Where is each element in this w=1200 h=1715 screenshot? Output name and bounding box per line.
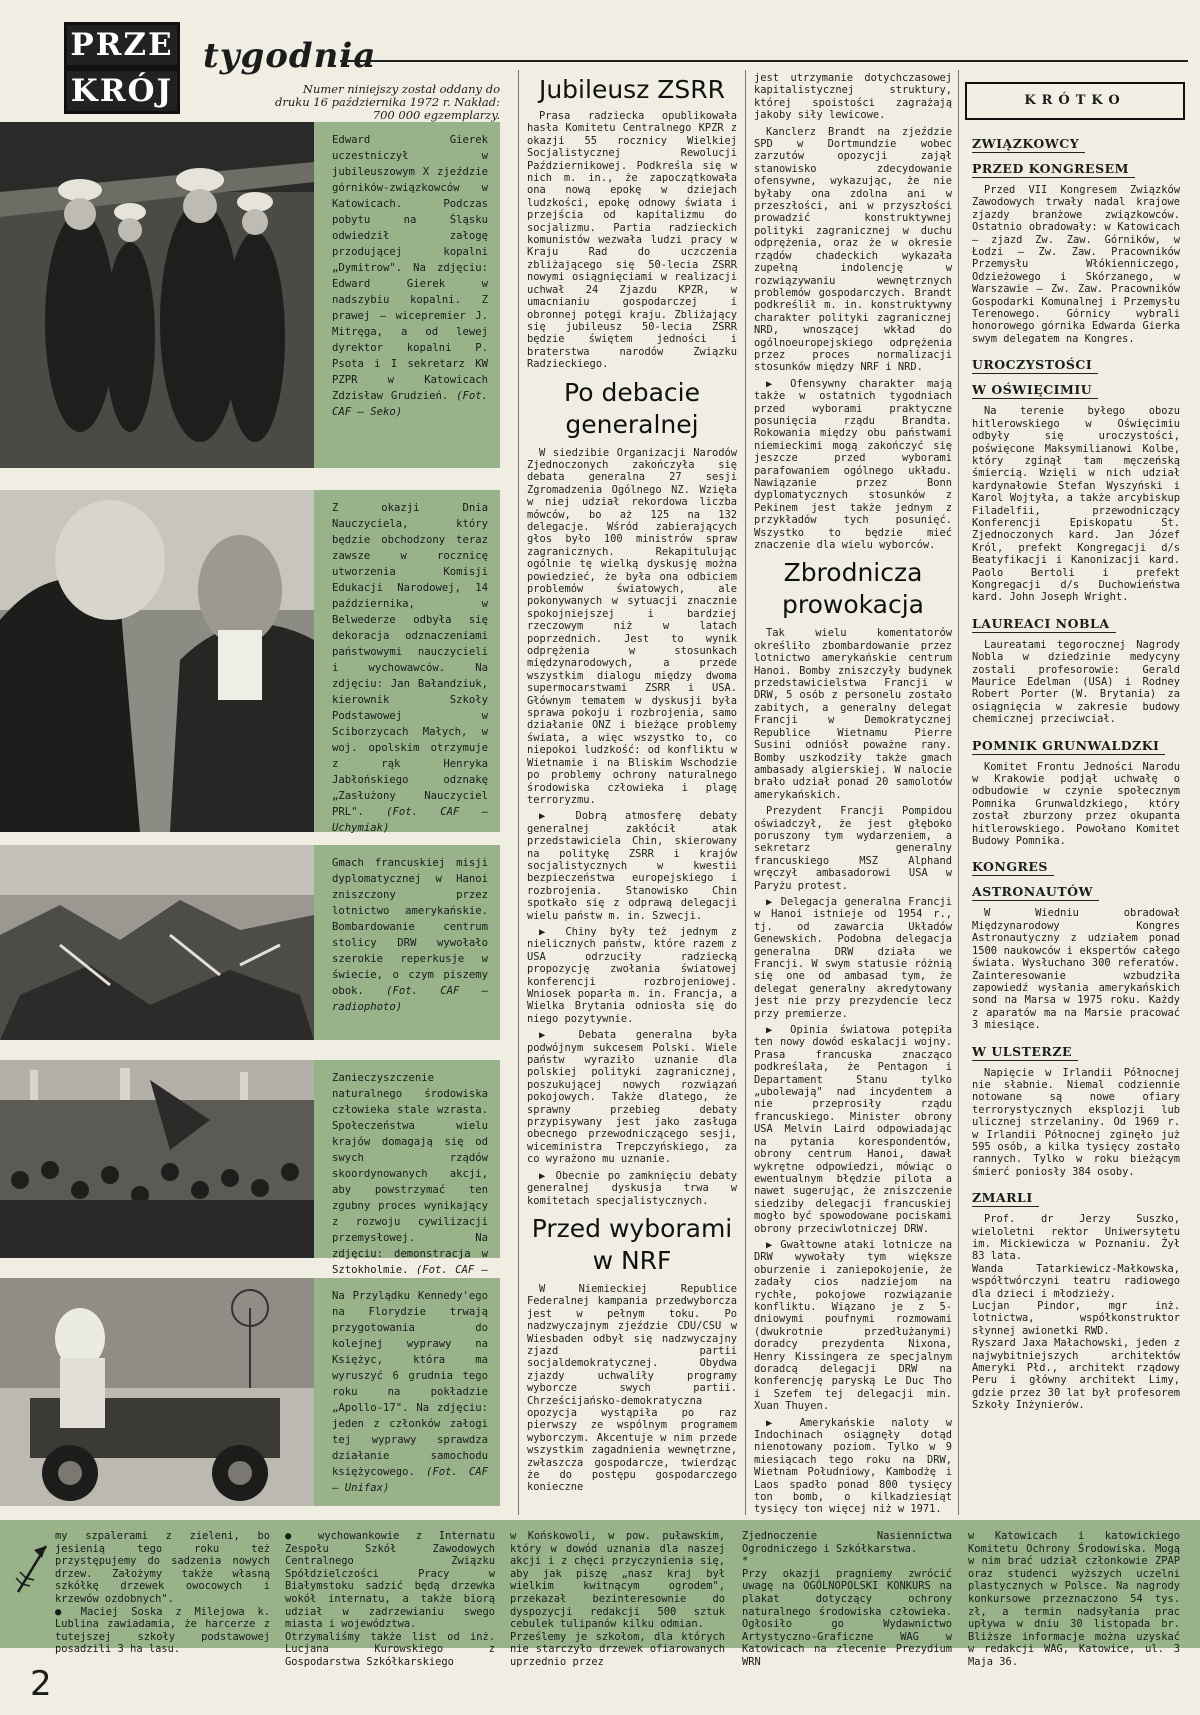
headline-line: generalnej — [565, 409, 699, 439]
caption-text: Gmach francuskiej misji dyplomatycznej w Hanoi zniszczony przez lotnictwo amerykańskie. Bombardowanie centrum stolicy DRW wywołało szerokie reperkusje w świecie, o czym piszemy obok. — [332, 857, 488, 997]
photo-teacher-award — [0, 490, 314, 832]
paragraph: Kanclerz Brandt na zjeździe SPD w Dortmundzie wobec zarzutów opozycji zajął stanowisko zdecydowanie ofensywne, wykazując, że nie byłaby ona zdolna ani w przeszłości, ani w przyszłości prowadzić konstruktywnej polityki zagranicznej w duchu odprężenia, oraz że w okresie rządów chadeckich wykazała zupełną indolencję w rozwiązywaniu wewnętrznych problemów gospodarczych. Brandt podkreślił m. in. konstruktywny charakter polityki zagranicznej NRD, wnoszącej wkład do ogólnoeuropejskiego odprężenia przez proces normalizacji stosunków między NRF i NRD. — [754, 125, 952, 374]
krotko-heading: UROCZYSTOŚCI — [972, 357, 1098, 374]
article-wybory-cont — [754, 72, 952, 551]
paragraph: ▶ Ofensywny charakter mają także w ostatnich tygodniach przed wyborami praktyczne posunięcia rządu Brandta. Rokowania między obu państwami niemieckimi mogą zakończyć się jeszcze przed wyborami parafowaniem ogólnego układu. Nawiązanie przez Bonn dyplomatycznych stosunków z Pekinem jest także jednym z przykładów tych posunięć. Wszystko to będzie mieć znaczenie dla wielu wyborców. — [754, 377, 952, 552]
headline-line: Przed wyborami — [531, 1213, 733, 1243]
paragraph: Prasa radziecka opublikowała hasła Komitetu Centralnego KPZR z okazji 55 rocznicy Wielkiej Socjalistycznej Rewolucji Październikowej. Podkreśla się w nich m. in., że zapoczątkowała ona nową epokę w dziejach ludzkości, epokę odnowy świata i przejścia od kapitalizmu do socjalizmu. Partia radzieckich komunistów wezwała ludzi pracy w Kraju Rad do uczczenia zbliżającego się 50-lecia ZSRR nowymi osiągnięciami w realizacji uchwał 24 Zjazdu KPZR, w umacnianiu gospodarczej i obronnej potęgi kraju. Zbliżający się jubileusz 50-lecia ZSRR będzie świętem jedności i braterstwa narodów Związku Radzieckiego. — [527, 110, 737, 371]
paragraph: W Wiedniu obradował Międzynarodowy Kongres Astronautyczny z udziałem ponad 1500 naukowców i ekspertów całego świata. Wysłuchano 300 referatów. Zainteresowanie wzbudziła zapowiedź wysłania amerykańskich sond na Marsa w 1975 roku. Każdy z aparatów ma na Marsie pracować 3 miesiące. — [972, 907, 1180, 1032]
page-number: 2 — [30, 1664, 52, 1704]
caption-credit: (Fot. CAF — radiophoto) — [332, 985, 488, 1013]
article-prowokacja — [754, 627, 952, 1515]
caption-credit: (Fot. CAF — Uchymiak) — [332, 806, 488, 834]
krotko-section-zwiazkowcy — [972, 128, 1180, 345]
edition-note: Numer niniejszy został oddany do druku 16 października 1972 r. Nakład: 700 000 egzemplarzy. — [274, 82, 500, 122]
paragraph: Laureatami tegorocznej Nagrody Nobla w dziedzinie medycyny zostali profesorowie: Gerald Maurice Edelman (USA) i Rodney Robert Porter (W. Brytania) za osiągnięcia w zakresie budowy chemicznej przeciwciał. — [972, 638, 1180, 726]
krotko-heading: PRZED KONGRESEM — [972, 161, 1135, 178]
logo-top-word: PRZE — [64, 22, 180, 68]
logo-bottom-word: KRÓJ — [64, 68, 180, 114]
headline-line: Po debacie — [564, 377, 700, 407]
caption-gierek — [314, 122, 500, 468]
arrow-icon — [12, 1538, 52, 1598]
headline-line: prowokacja — [781, 590, 924, 620]
caption-apollo — [314, 1278, 500, 1506]
strip-col-3: w Końskowoli, w pow. puławskim, który w dowód uznania dla naszej akcji i z chęci przyczynienia się, aby jak piszę „nasz kraj był wielkim kwitnącym ogrodem", przekazał bezinteresownie do dyspozycji redakcji 500 sztuk cebulek tulipanów kilku odmian. Prześlemy je szkołom, dla których nie starczyło drzewek ofiarowanych uprzednio przez — [510, 1530, 725, 1668]
column-divider — [518, 70, 519, 1515]
photo-lunar-rover — [0, 1278, 314, 1506]
article-debata — [527, 447, 737, 1207]
paragraph: ▶ Debata generalna była podwójnym sukcesem Polski. Wiele państw wyraziło uznanie dla polskiej polityki zagranicznej, poszukującej nowych rozwiązań pokojowych. Także dlatego, że sprawny przebieg debaty przypisywany jest jako zasługa obecnego przewodniczącego sesji, wiceministra Trepczyńskiego, za co wyrażono mu uznanie. — [527, 1029, 737, 1166]
strip-col-1: my szpalerami z zieleni, bo jesienią tego roku też przystępujemy do sadzenia nowych drzew. Założymy także własną szkółkę drzewek owocowych i krzewów ozdobnych". ● Maciej Soska z Milejowa k. Lublina zawiadamia, że harcerze z tutejszej szkoły podstawowej posadzili 3 ha lasu. — [55, 1530, 270, 1656]
headline-wybory — [527, 1213, 737, 1277]
krotko-title: KRÓTKO — [965, 82, 1185, 120]
title-rule — [340, 60, 1188, 62]
paragraph: ▶ Dobrą atmosferę debaty generalnej zakłócił atak przedstawiciela Chin, skierowany na politykę ZSRR i krajów socjalistycznych w kwestii bezpieczeństwa europejskiego i rozbrojenia. Stanowisko Chin spotkało się z odprawą delegacji wielu państw m. in. Szwecji. — [527, 810, 737, 922]
krotko-heading: ASTRONAUTÓW — [972, 884, 1099, 901]
strip-col-2: ● wychowankowie z Internatu Zespołu Szkół Zawodowych Centralnego Związku Spółdzielczości Pracy w Białymstoku sadzić będą drzewka wokół internatu, a także biorą udział w zadrzewianiu swego miasta i województwa. Otrzymaliśmy także list od inż. Lucjana Kurowskiego z Gospodarstwa Szkółkarskiego — [285, 1530, 495, 1668]
headline-debata — [527, 377, 737, 441]
caption-text: Na Przylądku Kennedy'ego na Florydzie trwają przygotowania do kolejnej wyprawy na Księżyc, która ma wyruszyć 6 grudnia tego roku na pokładzie „Apollo-17". Na zdjęciu: jeden z członków załogi tej wyprawy sprawdza działanie samochodu księżycowego. — [332, 1290, 488, 1478]
strip-col-4: Zjednoczenie Nasiennictwa Ogrodniczego i Szkółkarstwa. * Przy okazji pragniemy zwrócić uwagę na OGÓLNOPOLSKI KONKURS na plakat dotyczący ochrony naturalnego środowiska człowieka. Ogłosiło go Wydawnictwo Artystyczno-Graficzne WAG w Katowicach na zlecenie Prezydium WRN — [742, 1530, 952, 1668]
paragraph: Na terenie byłego obozu hitlerowskiego w Oświęcimiu odbyły się uroczystości, poświęcone Maksymilianowi Kolbe, który zginął tam męczeńską śmiercią. Wzięli w nich udział kardynałowie Stefan Wyszyński i Karol Wojtyła, a także arcybiskup Filadelfii, przewodniczący Konferencji Episkopatu St. Zjednoczonych kard. Jan Józef Król, prefekt Kongregacji d/s Beatyfikacji i Kanonizacji kard. Paolo Bertoli i prefekt Kongregacji d/s Duchowieństwa kard. John Joseph Wright. — [972, 405, 1180, 604]
paragraph: Prezydent Francji Pompidou oświadczył, że jest głęboko poruszony tym wydarzeniem, a sekretarz generalny francuskiego MSZ Alphand wręczył ambasadorowi USA w Paryżu protest. — [754, 805, 952, 892]
strip-col-5: w Katowicach i katowickiego Komitetu Ochrony Środowiska. Mogą w nim brać udział członkowie ZPAP oraz studenci wyższych uczelni plastycznych w Polsce. Na nagrody konkursowe przeznaczono 54 tys. zł, a termin nadsyłania prac upływa w dniu 30 listopada br. Bliższe informacje można uzyskać w redakcji WAG, Katowice, ul. 3 Maja 36. — [968, 1530, 1180, 1668]
caption-text: Z okazji Dnia Nauczyciela, który będzie obchodzony teraz zawsze w rocznicę utworzenia Komisji Edukacji Narodowej, 14 października, w Belwederze odbyła się dekoracja odznaczeniami państwowymi nauczycieli i wychowawców. Na zdjęciu: Jan Bałandziuk, kierownik Szkoły Podstawowej w Sciborzycach Małych, w woj. opolskim otrzymuje z rąk Henryka Jabłońskiego odznakę „Zasłużony Nauczyciel PRL". — [332, 502, 488, 818]
krotko-heading: ZWIĄZKOWCY — [972, 136, 1085, 153]
magazine-logo — [64, 22, 176, 108]
krotko-heading: ZMARLI — [972, 1190, 1039, 1207]
caption-text: Zanieczyszczenie naturalnego środowiska człowieka stale wzrasta. Społeczeństwa wielu krajów domagają się od swych rządów skoordynowanych akcji, aby powstrzymać ten zgubny proces wynikający z rozwoju cywilizacji przemysłowej. Na zdjęciu: demonstracja w Sztokholmie. — [332, 1072, 488, 1276]
krotko-section-zmarli — [972, 1182, 1180, 1412]
caption-credit: (Fot. CAF — — [415, 1264, 488, 1276]
article-wybory — [527, 1283, 737, 1494]
center-column — [527, 74, 737, 1498]
caption-credit: (Fot. CAF — Unifax) — [332, 1466, 488, 1494]
paragraph: ▶ Amerykańskie naloty w Indochinach osiągnęły dotąd nienotowany poziom. Tylko w 9 miesiącach tego roku na DRW, Wietnam Południowy, Kambodżę i Laos spadło ponad 800 tysięcy ton bomb, o kilkadziesiąt tysięcy ton więcej niż w 1971. — [754, 1416, 952, 1516]
paragraph: ▶ Gwałtowne ataki lotnicze na DRW wywołały tym większe oburzenie i zaniepokojenie, że zadały cios nadziejom na rychłe, pokojowe rozwiązanie konfliktu. Wiązano je z 5-dniowymi poufnymi rozmowami (dwukrotnie przedłużanymi) doradcy prezydenta Nixona, Henry Kissingera ze specjalnym doradcą delegacji DRW na konferencję paryską Le Duc Tho i Szefem tej delegacji min. Xuan Thuyen. — [754, 1238, 952, 1413]
paragraph: Prof. dr Jerzy Suszko, wieloletni rektor Uniwersytetu im. Mickiewicza w Poznaniu. Żył 83 lata. Wanda Tatarkiewicz-Małkowska, współtwórczyni teatru radiowego dla dzieci i młodzieży. Lucjan Pindor, mgr inż. lotnictwa, współkonstruktor słynnej awionetki RWD. Ryszard Jaxa Małachowski, jeden z najwybitniejszych architektów Ameryki Płd., architekt rządowy Peru i główny architekt Limy, gdzie przez 30 lat był profesorem Szkoły Inżynierów. — [972, 1213, 1180, 1412]
headline-prowokacja — [754, 557, 952, 621]
krotko-heading: W ULSTERZE — [972, 1044, 1078, 1061]
right-column — [754, 72, 952, 1520]
krotko-heading: W OŚWIĘCIMIU — [972, 382, 1098, 399]
krotko-section-ulster — [972, 1036, 1180, 1179]
photo-gierek-mine — [0, 122, 314, 468]
paragraph: Komitet Frontu Jedności Narodu w Krakowie podjął uchwałę o odbudowie w czynie społecznym Pomnika Grunwaldzkiego, który został zburzony przez okupanta hitlerowskiego. Powołano Komitet Budowy Pomnika. — [972, 760, 1180, 848]
krotko-column — [972, 128, 1180, 1416]
caption-stockholm — [314, 1060, 500, 1276]
photo-stockholm-demo — [0, 1060, 314, 1258]
paragraph: jest utrzymanie dotychczasowej kapitalistycznej struktury, której spoistości zagrażają jakoby siły lewicowe. — [754, 72, 952, 122]
paragraph: ▶ Opinia światowa potępiła ten nowy dowód eskalacji wojny. Prasa francuska znacząco podkreślała, że Pentagon i Departament Stanu tylko „ubolewają" nad incydentem a nie przeprosiły rządu francuskiego. Minister obrony USA Melvin Laird odpowiadając na pytania korespondentów, obrony centrum Hanoi, dawał wykrętne odpowiedzi, mówiąc o ewentualnym błędzie pilota a nawet sugerując, że zniszczenie siedziby delegacji francuskiej mogło być spowodowane pociskami obrony przeciwlotniczej DRW. — [754, 1024, 952, 1235]
paragraph: W Niemieckiej Republice Federalnej kampania przedwyborcza jest w pełnym toku. Po nadzwyczajnym zjeździe CDU/CSU w Wiesbaden odbył się nadzwyczajny zjazd partii socjaldemokratycznej. Obydwa zjazdy uchwaliły programy wyborcze swych partii. Chrześcijańsko-demokratyczna opozycja wystąpiła po raz pierwszy ze wspólnym programem wyborczym. Akcentuje w nim przede wszystkim zagadnienia wewnętrzne, zwłaszcza gospodarcze, twierdząc że do postępu gospodarczego konieczne — [527, 1282, 737, 1494]
photo-hanoi-ruins — [0, 845, 314, 1040]
article-jubileusz — [527, 110, 737, 371]
caption-credit: (Fot. CAF — Seko) — [332, 390, 488, 418]
headline-line: Zbrodnicza — [783, 558, 923, 588]
caption-teacher — [314, 490, 500, 832]
paragraph: Tak wielu komentatorów określiło zbombardowanie przez lotnictwo amerykańskie centrum Hanoi. Bomby zniszczyły budynek przedstawicielstwa Francji w DRW, 5 osób z personelu zostało zabitych, a generalny delegat Francji w Demokratycznej Republice Wietnamu Pierre Susini odniósł poważne rany. Bomby uszkodziły także gmach ambasady algierskiej. W nalocie brało udział ponad 20 samolotów amerykańskich. — [754, 627, 952, 801]
paragraph: W siedzibie Organizacji Narodów Zjednoczonych zakończyła się debata generalna 27 sesji Zgromadzenia Ogólnego NZ. Wzięła w niej udział rekordowa liczba mówców, bo aż 125 na 132 delegacje. Wśród zabierających głos było 100 ministrów spraw zagranicznych. Rekapitulując ogólnie tę wielką dyskusję można powiedzieć, że była ona odbiciem problemów światowych, ale pokonywanych w sytuacji znacznie spokojniejszej i bardziej rzeczowym niż w latach poprzednich. Jest to wynik odprężenia w stosunkach międzynarodowych, a przede wszystkim dialogu między dwoma supermocarstwami ZSRR i USA. Głównym tematem w dyskusji była sprawa pokoju i rozbrojenia, samo działanie ONZ i bieżące problemy świata, a więc wszystko to, co niepokoi ludzkość: od konfliktu w Wietnamie i na Bliskim Wschodzie po problemy ochrony naturalnego środowiska człowieka i plagę terroryzmu. — [527, 446, 737, 806]
caption-text: Edward Gierek uczestniczył w jubileuszowym X zjeździe górników-związkowców w Katowicach. Podczas pobytu na Śląsku odwiedził załogę przodującej kopalni „Dymitrow". Na zdjęciu: Edward Gierek w nadszybiu kopalni. Z prawej — wicepremier J. Mitręga, a od lewej dyrektor kopalni P. Psota i I sekretarz KW PZPR w Katowicach Zdzisław Grudzień. — [332, 134, 488, 402]
paragraph: Napięcie w Irlandii Północnej nie słabnie. Niemal codziennie notowane są nowe ofiary terrorystycznych eksplozji lub ulicznej strzelaniny. Od 1969 r. w Irlandii Północnej zginęło już 595 osób, a kilka tysięcy zostało rannych. Tylko w roku bieżącym śmierć poniosły 384 osoby. — [972, 1066, 1180, 1178]
column-divider — [958, 70, 959, 1515]
headline-line: w NRF — [592, 1245, 672, 1275]
caption-hanoi — [314, 845, 500, 1040]
krotko-heading: POMNIK GRUNWALDZKI — [972, 738, 1165, 755]
krotko-heading: KONGRES — [972, 859, 1054, 876]
krotko-section-grunwald — [972, 730, 1180, 848]
column-divider — [745, 70, 746, 1515]
headline-jubileusz: Jubileusz ZSRR — [538, 75, 726, 104]
paragraph: ▶ Obecnie po zamknięciu debaty generalnej dyskusja trwa w komitetach specjalistycznych. — [527, 1169, 737, 1207]
krotko-section-oswiecim — [972, 349, 1180, 604]
krotko-section-nobel — [972, 608, 1180, 726]
section-title: tygodnia — [203, 36, 377, 76]
paragraph: Przed VII Kongresem Związków Zawodowych trwały nadal krajowe zjazdy branżowe związkowców. Ostatnio obradowały: w Katowicach — zjazd Zw. Zaw. Górników, w Łodzi — Zw. Zaw. Pracowników Przemysłu Włókienniczego, Odzieżowego i Skórzanego, w Warszawie — Zw. Zaw. Pracowników Gospodarki Komunalnej i Przemysłu Terenowego. Górnicy wybrali honorowego górnika Edwarda Gierka swym delegatem na Kongres. — [972, 184, 1180, 345]
paragraph: ▶ Chiny były też jednym z nielicznych państw, które razem z USA odrzuciły radziecką propozycję zwołania światowej konferencji rozbrojeniowej. Wniosek poparła m. in. Francja, a Wielka Brytania odniosła się do niego pozytywnie. — [527, 925, 737, 1025]
krotko-section-astronauci — [972, 851, 1180, 1031]
krotko-heading: LAUREACI NOBLA — [972, 616, 1116, 633]
paragraph: ▶ Delegacja generalna Francji w Hanoi istnieje od 1954 r., tj. od zawarcia Układów Genewskich. Podobna delegacja generalna DRW działa we Francji. W swym statusie różnią się one od ambasad tym, że delegat generalny akredytowany jest nie przy prezydencie lecz przy premierze. — [754, 895, 952, 1020]
